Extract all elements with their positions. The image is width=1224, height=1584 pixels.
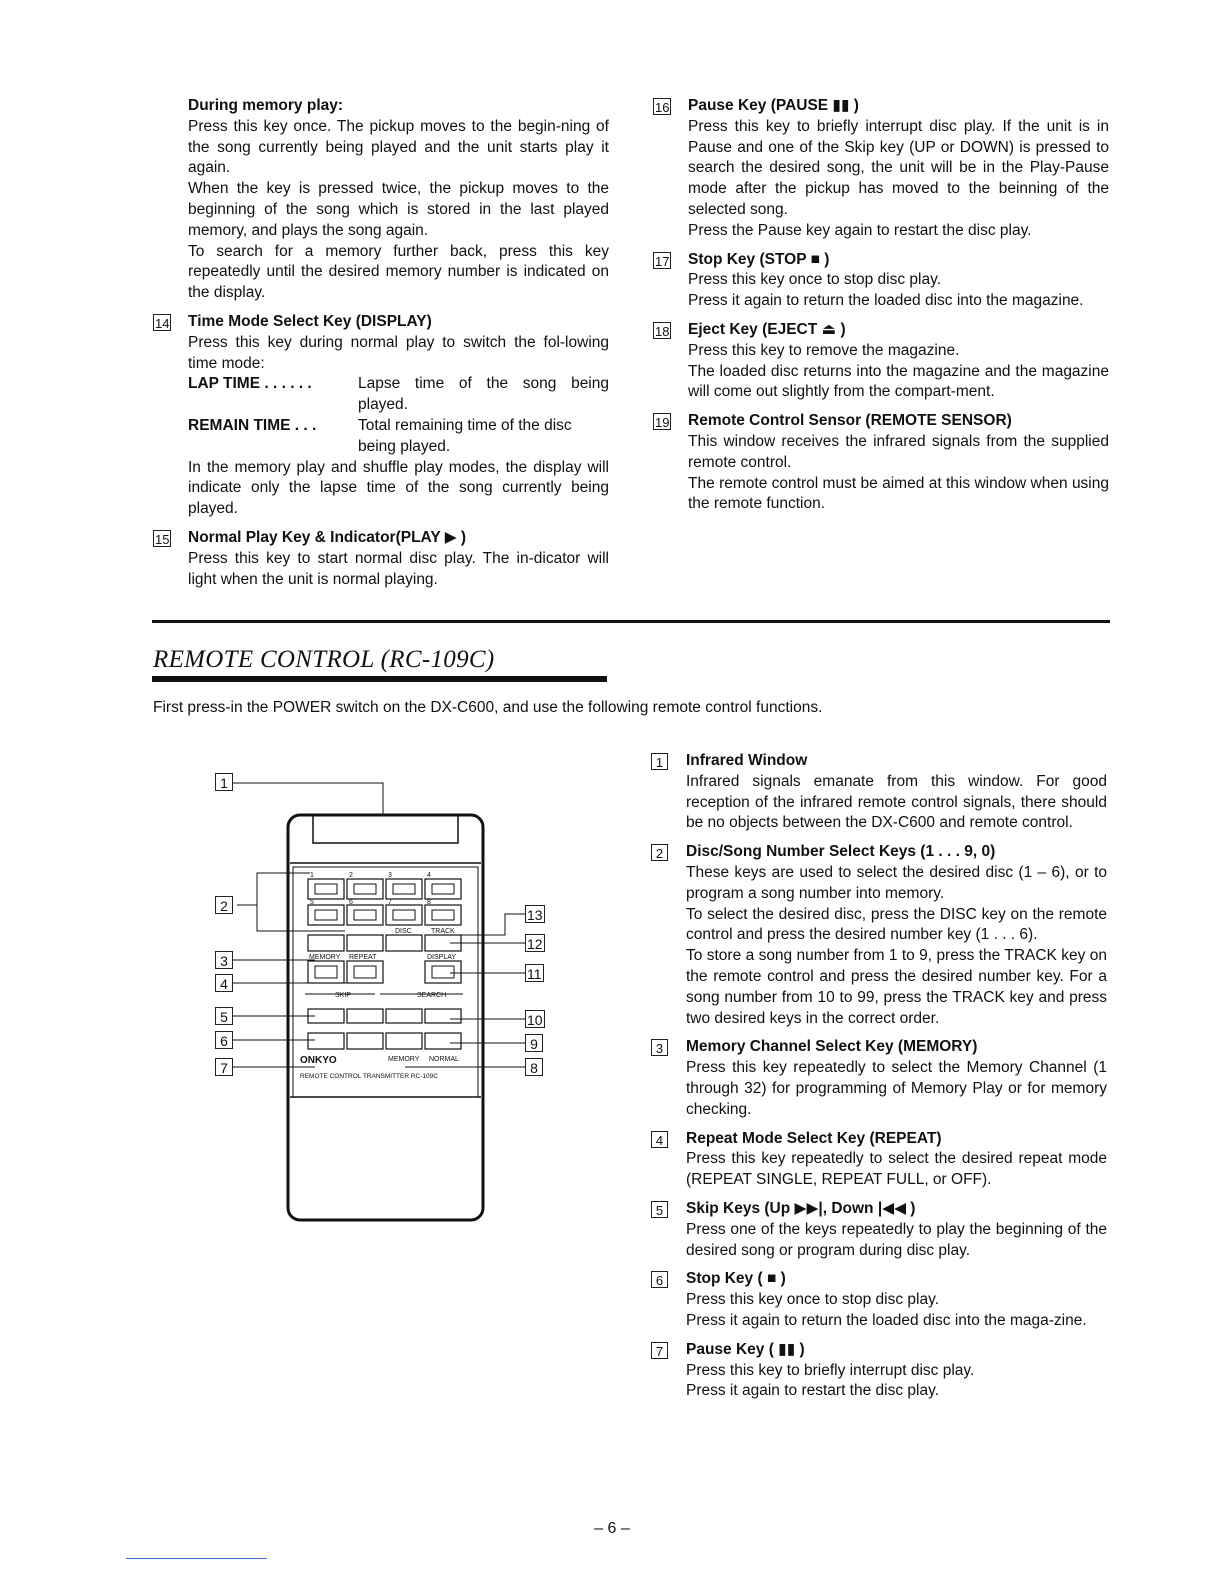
item-title: Disc/Song Number Select Keys (1 . . . 9, 0): [686, 843, 996, 861]
number-key-4-icon: [425, 879, 461, 899]
item-title: Normal Play Key & Indicator(PLAY ▶ ): [188, 528, 467, 546]
item-body: These keys are used to select the desired disc (1 – 6), or to program a song number into memory.: [686, 863, 1107, 902]
key-number-label: 4: [427, 872, 431, 879]
item-body: Press this key repeatedly to select the Memory Channel (1 through 32) for programming of Memory Play or for memory checking.: [686, 1059, 1107, 1118]
item-17-stop-key: [653, 250, 1109, 312]
item-7-pause-key: [651, 1340, 1107, 1402]
time-mode-description: Lapse time of the song being played.: [358, 375, 609, 414]
number-key-1-icon: [308, 879, 344, 899]
repeat-label: REPEAT: [349, 954, 377, 961]
brand-logo: ONKYO: [300, 1055, 337, 1066]
item-body: Press one of the keys repeatedly to play the beginning of the desired song or program during disc play.: [686, 1220, 1107, 1259]
repeat-key-icon: [347, 961, 383, 983]
item-4-repeat-key: [651, 1129, 1107, 1191]
time-mode-row: [188, 416, 609, 458]
key-number-label: 2: [349, 872, 353, 879]
disc-label: DISC: [395, 928, 412, 935]
item-number-box: 16: [655, 100, 670, 115]
time-mode-label: LAP TIME . . . . . .: [188, 375, 312, 393]
callout-10: 10: [527, 1012, 543, 1028]
search-fwd-key-icon: [425, 1009, 461, 1023]
item-number-box: 6: [651, 1271, 668, 1288]
callout-8: 8: [525, 1058, 543, 1076]
item-number-box: 7: [651, 1342, 668, 1359]
callout-7: 7: [215, 1058, 233, 1076]
item-title: Memory Channel Select Key (MEMORY): [686, 1038, 978, 1056]
item-18-eject-key: [653, 320, 1109, 403]
item-number-box: 1: [651, 753, 668, 770]
search-label: SEARCH: [417, 992, 447, 999]
footer-line: [126, 1558, 267, 1559]
memory-play-paragraph: To search for a memory further back, press this key repeatedly until the desired memory number is indicated on the display.: [188, 242, 609, 302]
normal-label: NORMAL: [429, 1056, 459, 1063]
callout-13: 13: [527, 907, 543, 923]
number-key-9-icon: [308, 935, 344, 951]
item-body: Press this key to remove the magazine.: [688, 341, 960, 359]
stop-key-icon: [308, 1033, 344, 1049]
remote-control-diagram: [205, 765, 555, 1225]
item-2-number-keys: [651, 842, 1107, 1029]
item-title: Eject Key (EJECT ⏏ ): [688, 320, 846, 338]
item-title: Repeat Mode Select Key (REPEAT): [686, 1129, 942, 1147]
item-number-box: 14: [155, 315, 170, 331]
item-title: Time Mode Select Key (DISPLAY): [188, 312, 432, 330]
item-body: Press this key once to stop disc play.: [686, 1291, 939, 1309]
number-key-3-icon: [386, 879, 422, 899]
item-title: Stop Key ( ■ ): [686, 1270, 786, 1288]
item-body: Press the Pause key again to restart the disc play.: [688, 221, 1032, 239]
item-title: Infrared Window: [686, 752, 808, 769]
item-body: Press this key to start normal disc play. The in-dicator will light when the unit is normal playing.: [188, 549, 609, 588]
item-title: Skip Keys (Up ▶▶|, Down |◀◀ ): [686, 1199, 916, 1217]
item-title: Remote Control Sensor (REMOTE SENSOR): [688, 412, 1012, 430]
pause-key-icon: [347, 1033, 383, 1049]
item-number-box: 2: [651, 844, 668, 861]
item-title: Pause Key ( ▮▮ ): [686, 1340, 805, 1358]
lower-right-column: [651, 751, 1107, 1402]
item-body: Press this key to briefly interrupt disc play. If the unit is in Pause and one of the Skip key (UP or DOWN) is pressed to search the desired song, the unit will be in the Play-Pause mode after the pickup has moved to the beinning of the selected song.: [688, 117, 1109, 218]
item-body: To store a song number from 1 to 9, press the TRACK key on the remote control and press the desired number key. For a song number from 10 to 99, press the TRACK key and press two desired keys in the correct order.: [686, 947, 1107, 1027]
item-body: Press it again to return the loaded disc into the maga-zine.: [686, 1311, 1087, 1329]
item-number-box: 5: [651, 1201, 668, 1218]
callout-2: 2: [215, 896, 233, 914]
memory-play-key-icon: [386, 1033, 422, 1049]
key-number-label: 1: [310, 872, 314, 879]
item-body: The loaded disc returns into the magazine and the magazine will come out slightly from the compart-ment.: [688, 362, 1109, 401]
item-number-box: 3: [651, 1039, 668, 1056]
key-number-label: 6: [349, 899, 353, 906]
callout-11: 11: [527, 966, 542, 982]
callout-3: 3: [215, 951, 233, 969]
key-number-label: 7: [388, 899, 392, 906]
item-title: Stop Key (STOP ■ ): [688, 250, 830, 268]
item-number-box: 17: [655, 253, 670, 269]
memory-label: MEMORY: [388, 1056, 420, 1063]
title-underline: [152, 676, 607, 682]
time-mode-row: [188, 374, 609, 416]
time-mode-label: REMAIN TIME . . .: [188, 416, 317, 434]
callout-5: 5: [215, 1007, 233, 1025]
callout-6: 6: [215, 1031, 233, 1049]
upper-right-column: [653, 96, 1109, 515]
item-body: Infrared signals emanate from this window. For good reception of the infrared remote control signals, there should be no objects between the DX-C600 and remote control.: [686, 772, 1107, 832]
time-mode-description: Total remaining time of the disc being played.: [358, 416, 572, 455]
section-intro: First press-in the POWER switch on the DX-C600, and use the following remote control functions.: [153, 699, 823, 716]
display-label: DISPLAY: [427, 954, 457, 961]
item-14-time-mode: [153, 312, 609, 520]
callout-1: 1: [215, 773, 233, 791]
memory-label: MEMORY: [309, 954, 341, 961]
memory-key-icon: [308, 961, 344, 983]
number-key-0-icon: [347, 935, 383, 951]
memory-play-paragraph: Press this key once. The pickup moves to the begin-ning of the song currently being played and the unit starts play it again.: [188, 117, 609, 177]
callout-4: 4: [215, 974, 233, 992]
item-number-box: 19: [655, 415, 670, 431]
item-6-stop-key: [651, 1269, 1107, 1331]
remote-control-illustration: [205, 765, 555, 1225]
item-body: Press this key once to stop disc play.: [688, 271, 941, 289]
model-caption: REMOTE CONTROL TRANSMITTER RC-109C: [300, 1073, 438, 1080]
search-back-key-icon: [386, 1009, 422, 1023]
item-body: Press this key during normal play to switch the fol-lowing time mode:: [188, 333, 609, 372]
callout-9: 9: [525, 1034, 543, 1052]
item-body: This window receives the infrared signals from the supplied remote control.: [688, 432, 1109, 471]
disc-key-icon: [386, 935, 422, 951]
skip-label: SKIP: [335, 992, 351, 999]
section-divider: [152, 620, 1110, 623]
section-title: REMOTE CONTROL (RC-109C): [153, 646, 495, 673]
upper-left-column: [153, 96, 609, 590]
item-number-box: 4: [651, 1131, 668, 1148]
item-body: The remote control must be aimed at this window when using the remote function.: [688, 474, 1109, 513]
number-key-7-icon: [386, 905, 422, 925]
key-number-label: 5: [310, 899, 314, 906]
item-3-memory-key: [651, 1037, 1107, 1120]
item-body: In the memory play and shuffle play modes, the display will indicate only the lapse time of the song currently being played.: [188, 458, 609, 518]
key-number-label: 8: [427, 899, 431, 906]
memory-play-paragraph: When the key is pressed twice, the pickup moves to the beginning of the song which is stored in the last played memory, and plays the song again.: [188, 180, 609, 239]
number-key-6-icon: [347, 905, 383, 925]
normal-play-key-icon: [425, 1033, 461, 1049]
item-16-pause-key: [653, 96, 1109, 242]
key-number-label: 3: [388, 872, 392, 879]
memory-play-block: [153, 96, 609, 304]
item-title: Pause Key (PAUSE ▮▮ ): [688, 97, 859, 114]
number-key-5-icon: [308, 905, 344, 925]
number-key-8-icon: [425, 905, 461, 925]
item-body: Press this key to briefly interrupt disc play.: [686, 1361, 975, 1379]
item-1-infrared-window: [651, 751, 1107, 834]
item-body: Press it again to return the loaded disc into the magazine.: [688, 292, 1084, 310]
callout-12: 12: [527, 936, 543, 952]
item-15-play-key: [153, 528, 609, 590]
page-number: – 6 –: [594, 1520, 630, 1537]
item-body: Press this key repeatedly to select the desired repeat mode (REPEAT SINGLE, REPEAT FULL, or OFF).: [686, 1150, 1107, 1189]
item-5-skip-keys: [651, 1199, 1107, 1261]
item-body: Press it again to restart the disc play.: [686, 1382, 939, 1400]
item-19-remote-sensor: [653, 411, 1109, 515]
number-key-2-icon: [347, 879, 383, 899]
item-number-box: 18: [655, 323, 670, 339]
display-key-icon: [425, 961, 461, 983]
skip-up-key-icon: [347, 1009, 383, 1023]
track-label: TRACK: [431, 928, 455, 935]
item-number-box: 15: [155, 531, 170, 547]
item-body: To select the desired disc, press the DISC key on the remote control and press the desired number key (1 . . . 6).: [686, 905, 1107, 944]
memory-play-heading: During memory play:: [188, 97, 344, 114]
